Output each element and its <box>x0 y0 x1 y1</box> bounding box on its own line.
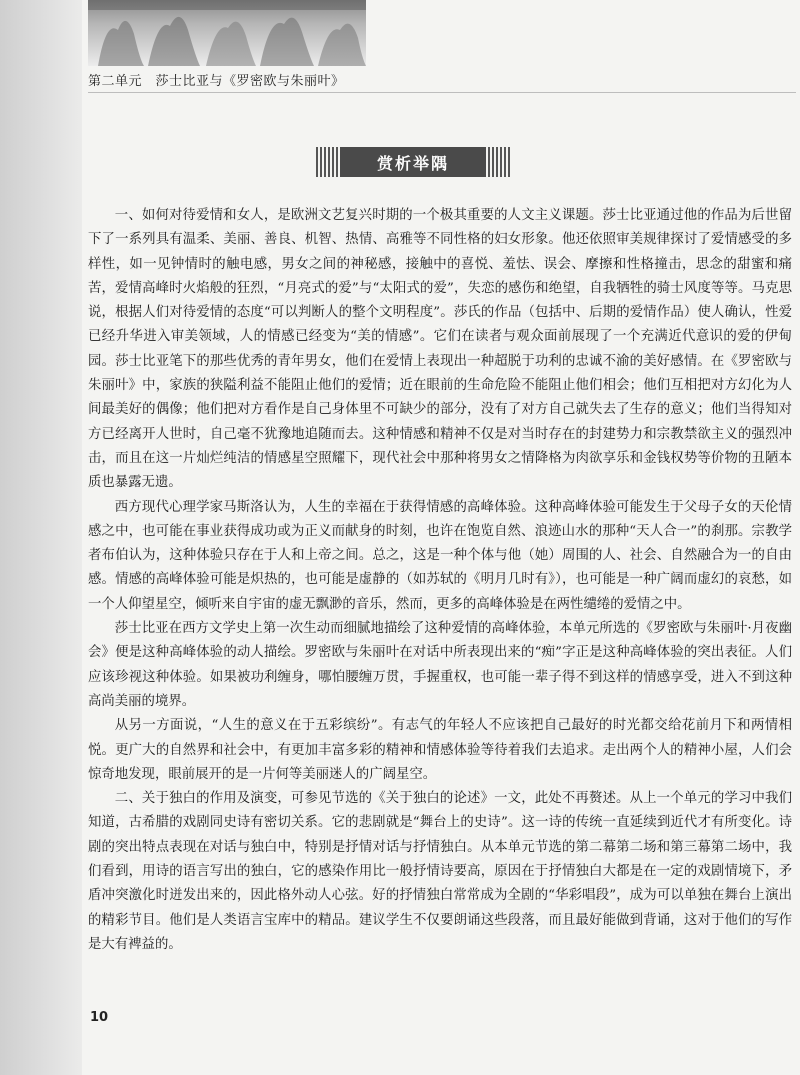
paragraph-5: 二、关于独白的作用及演变，可参见节选的《关于独白的论述》一文，此处不再赘述。从上一个单元的学习中我们知道，古希腊的戏剧同史诗有密切关系。它的悲剧就是“舞台上的史诗”。这一诗的传统一直延续到近代才有所变化。诗剧的突出特点表现在对话与独白中，特别是抒情对话与抒情独白。从本单元节选的第二幕第二场和第三幕第二场中，我们看到，用诗的语言写出的独白，它的感染作用比一般抒情诗要高，原因在于抒情独白大都是在一定的戏剧情境下，矛盾冲突激化时迸发出来的，因此格外动人心弦。好的抒情独白常常成为全剧的“华彩唱段”，成为可以单独在舞台上演出的精彩节目。他们是人类语言宝库中的精品。建议学生不仅要朗诵这些段落，而且最好能做到背诵，这对于他们的写作是大有裨益的。 <box>88 791 792 952</box>
heading-stripes-left <box>316 147 338 177</box>
paragraph-2: 西方现代心理学家马斯洛认为，人生的幸福在于获得情感的高峰体验。这种高峰体验可能发生于父母子女的天伦情感之中，也可能在事业获得成功或为正义而献身的时刻，也许在饱览自然、浪迹山水的那种“天人合一”的刹那。宗教学者布伯认为，这种体验只存在于人和上帝之间。总之，这是一种个体与他（她）周围的人、社会、自然融合为一的自由感。情感的高峰体验可能是炽热的，也可能是虚静的（如苏轼的《明月几时有》），也可能是一种广阔而虚幻的哀愁，如一个人仰望星空，倾听来自宇宙的虚无飘渺的音乐，然而，更多的高峰体验是在两性缱绻的爱情之中。 <box>88 499 793 612</box>
paragraph-4: 从另一方面说，“人生的意义在于五彩缤纷”。有志气的年轻人不应该把自己最好的时光都交给花前月下和两情相悦。更广大的自然界和社会中，有更加丰富多彩的精神和情感体验等待着我们去追求。走出两个人的精神小屋，人们会惊奇地发现，眼前展开的是一片何等美丽迷人的广阔星空。 <box>88 718 792 782</box>
unit-title: 第二单元 莎士比亚与《罗密欧与朱丽叶》 <box>88 74 345 89</box>
paragraph-3: 莎士比亚在西方文学史上第一次生动而细腻地描绘了这种爱情的高峰体验，本单元所选的《罗密欧与朱丽叶·月夜幽会》便是这种高峰体验的动人描绘。罗密欧与朱丽叶在对话中所表现出来的“痴”字正是这种高峰体验的突出表征。人们应该珍视这种体验。如果被功利缠身，哪怕腰缠万贯，手握重权，也可能一辈子得不到这样的情感享受，进入不到这种高尚美丽的境界。 <box>88 621 792 709</box>
paragraph-1: 一、如何对待爱情和女人，是欧洲文艺复兴时期的一个极其重要的人文主义课题。莎士比亚通过他的作品为后世留下了一系列具有温柔、美丽、善良、机智、热情、高雅等不同性格的妇女形象。他还依照审美规律探讨了爱情感受的多样性，如一见钟情时的触电感，男女之间的神秘感，接触中的喜悦、羞怯、误会、摩擦和性格撞击，思念的甜蜜和痛苦，爱情高峰时火焰般的狂烈，“月亮式的爱”与“太阳式的爱”，失恋的感伤和绝望，自我牺牲的骑士风度等等。马克思说，根据人们对待爱情的态度“可以判断人的整个文明程度”。莎氏的作品（包括中、后期的爱情作品）使人确认，性爱已经升华进入审美领域，人的情感已经变为“美的情感”。它们在读者与观众面前展现了一个充满近代意识的爱的伊甸园。莎士比亚笔下的那些优秀的青年男女，他们在爱情上表现出一种超脱于功利的忠诚不渝的美好感情。在《罗密欧与朱丽叶》中，家族的狭隘利益不能阻止他们的爱情；近在眼前的生命危险不能阻止他们相会；他们互相把对方幻化为人间最美好的偶像；他们把对方看作是自己身体里不可缺少的部分，没有了对方自己就失去了生存的意义；他们当得知对方已经离开人世时，自己毫不犹豫地追随而去。这种情感和精神不仅是对当时存在的封建势力和宗教禁欲主义的强烈冲击，而且在这一片灿烂纯洁的情感星空照耀下，现代社会中那种将男女之情降格为肉欲享乐和金钱权势等价物的丑陋本质也暴露无遗。 <box>88 208 792 491</box>
header-photo <box>88 0 366 66</box>
page-number: 10 <box>90 1010 109 1025</box>
header-photo-figures <box>88 0 366 66</box>
heading-stripes-right <box>488 147 510 177</box>
page-margin-band <box>0 0 82 1075</box>
header-rule <box>88 92 796 93</box>
section-heading-label: 赏析举隅 <box>340 147 486 177</box>
body-text <box>88 204 792 957</box>
section-heading <box>316 147 510 177</box>
